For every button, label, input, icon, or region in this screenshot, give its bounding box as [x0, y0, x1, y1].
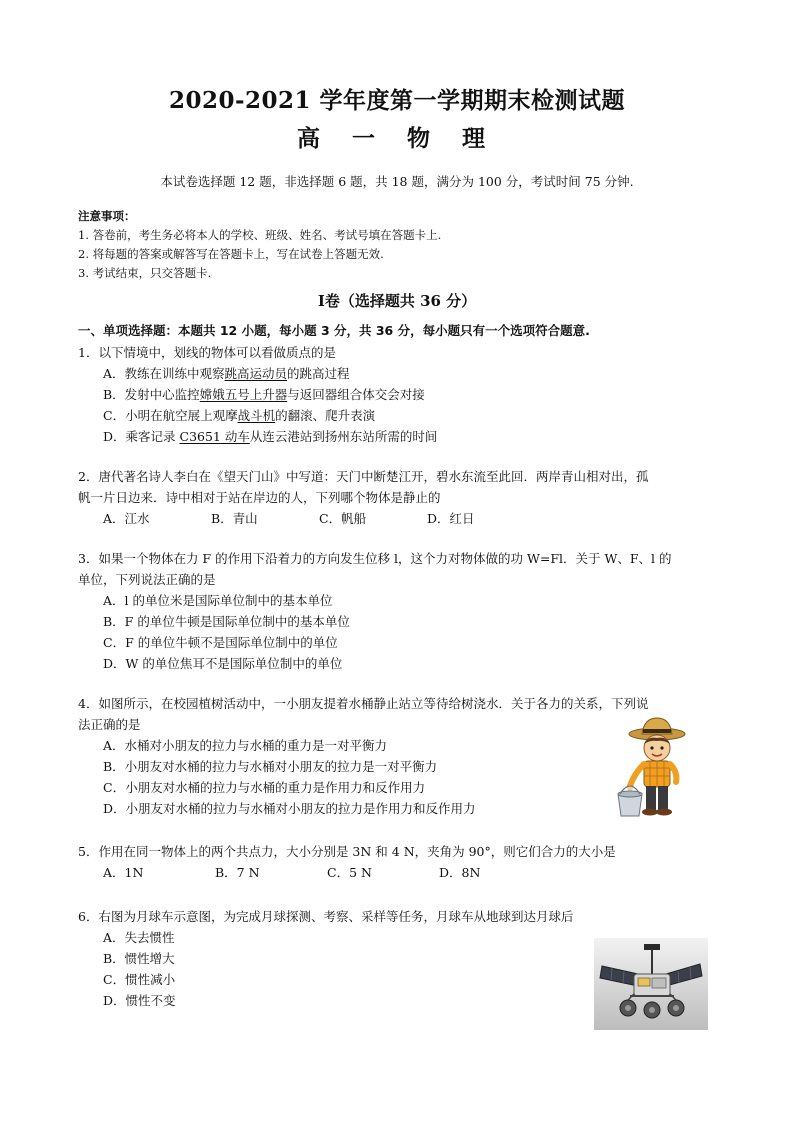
- option-d: D．小朋友对水桶的拉力与水桶对小朋友的拉力是作用力和反作用力: [103, 801, 476, 816]
- options-row: [78, 862, 723, 883]
- question-stem-cont: 单位，下列说法正确的是: [78, 572, 216, 587]
- option-b: B．7 N: [215, 865, 260, 880]
- notes-heading: 注意事项：: [78, 209, 136, 223]
- underlined-object: C3651 动车: [179, 429, 250, 444]
- question-stem-cont: 帆一片日边来．诗中相对于站在岸边的人，下列哪个物体是静止的: [78, 490, 441, 505]
- question-stem: 4．如图所示，在校园植树活动中，一小朋友提着水桶静止站立等待给树浇水．关于各力的关系，下列说: [78, 696, 649, 711]
- option-d: D．红日: [427, 511, 475, 526]
- option-d: D．W 的单位焦耳不是国际单位制中的单位: [103, 656, 343, 671]
- underlined-object: 跳高运动员: [224, 366, 288, 381]
- option-b: B．惯性增大: [103, 951, 175, 966]
- part-heading: 一、单项选择题：本题共 12 小题，每小题 3 分，共 36 分，每小题只有一个选项符合题意.: [78, 323, 590, 338]
- question-stem: 2．唐代著名诗人李白在《望天门山》中写道：天门中断楚江开，碧水东流至此回．两岸青山相对出，孤: [78, 469, 649, 484]
- option-c: C．F 的单位牛顿不是国际单位制中的单位: [103, 635, 338, 650]
- notes-block: [78, 207, 441, 283]
- option-text: 从连云港站到扬州东站所需的时间: [249, 429, 438, 444]
- option-text: 的翻滚、爬升表演: [275, 408, 376, 423]
- question-stem: 5．作用在同一物体上的两个共点力，大小分别是 3N 和 4 N，夹角为 90°，则它们合力的大小是: [78, 844, 616, 859]
- option-b: [78, 384, 723, 405]
- notes-item: 1. 答卷前，考生务必将本人的学校、班级、姓名、考试号填在答题卡上.: [78, 228, 442, 242]
- option-text: C．小明在航空展上观摩: [103, 408, 238, 423]
- question-3: [78, 548, 723, 674]
- option-b: B．小朋友对水桶的拉力与水桶对小朋友的拉力是一对平衡力: [103, 759, 438, 774]
- options-row: [78, 508, 723, 529]
- option-text: D．乘客记录: [103, 429, 180, 444]
- option-text: 与返回器组合体交会对接: [287, 387, 425, 402]
- option-text: A．教练在训练中观察: [103, 366, 225, 381]
- option-d: D．惯性不变: [103, 993, 176, 1008]
- underlined-object: 战斗机: [237, 408, 276, 423]
- option-a: A．失去惯性: [103, 930, 175, 945]
- child-with-bucket-icon: [612, 716, 712, 826]
- question-1: [78, 342, 723, 447]
- exam-subject: 高 一 物 理: [296, 125, 498, 152]
- section-title: Ⅰ卷（选择题共 36 分）: [317, 292, 477, 310]
- exam-title: 2020-2021 学年度第一学期期末检测试题: [168, 87, 626, 114]
- option-text: B．发射中心监控: [103, 387, 200, 402]
- option-c: C．帆船: [319, 511, 367, 526]
- exam-intro: 本试卷选择题 12 题，非选择题 6 题，共 18 题，满分为 100 分，考试时间 75 分钟.: [160, 174, 634, 189]
- question-2: [78, 466, 723, 529]
- question-stem: 6．右图为月球车示意图，为完成月球探测、考察、采样等任务，月球车从地球到达月球后: [78, 909, 574, 924]
- lunar-rover-icon: [594, 938, 708, 1030]
- notes-item: 3. 考试结束，只交答题卡.: [78, 266, 212, 280]
- option-b: B．青山: [211, 511, 258, 526]
- option-b: B．F 的单位牛顿是国际单位制中的基本单位: [103, 614, 350, 629]
- option-d: D．8N: [439, 865, 481, 880]
- question-stem-cont: 法正确的是: [78, 717, 141, 732]
- option-d: [78, 426, 723, 447]
- question-stem: 3．如果一个物体在力 F 的作用下沿着力的方向发生位移 l，这个力对物体做的功 W=Fl．关于 W、F、l 的: [78, 551, 672, 566]
- option-a: A．水桶对小朋友的拉力与水桶的重力是一对平衡力: [103, 738, 388, 753]
- option-c: C．小朋友对水桶的拉力与水桶的重力是作用力和反作用力: [103, 780, 426, 795]
- question-5: [78, 841, 723, 883]
- option-a: A．1N: [103, 865, 144, 880]
- option-a: A．l 的单位米是国际单位制中的基本单位: [103, 593, 333, 608]
- option-c: C．惯性减小: [103, 972, 176, 987]
- question-stem: 1．以下情境中，划线的物体可以看做质点的是: [78, 345, 336, 360]
- notes-item: 2. 将每题的答案或解答写在答题卡上，写在试卷上答题无效.: [78, 247, 384, 261]
- option-c: [78, 405, 723, 426]
- option-a: A．江水: [103, 511, 150, 526]
- option-a: [78, 363, 723, 384]
- underlined-object: 嫦娥五号上升器: [199, 387, 288, 402]
- option-c: C．5 N: [327, 865, 372, 880]
- option-text: 的跳高过程: [287, 366, 350, 381]
